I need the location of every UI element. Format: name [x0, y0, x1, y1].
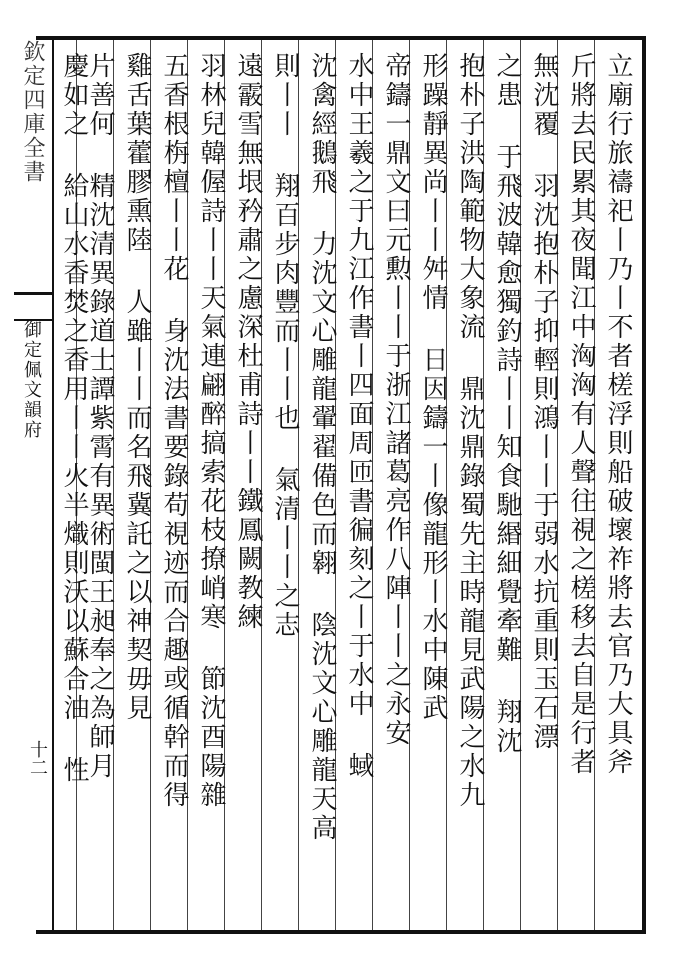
text-column-2: 斤將去民累其夜聞江中洶洶有人聲往視之槎移去自是行者 [566, 52, 596, 777]
text-column-9: 沈禽經鵝飛 力沈文心雕龍翬翟備色而翱 陰沈文心雕龍天高 [307, 52, 337, 843]
page-number: 十二 [27, 740, 48, 776]
text-column-7: 帝鑄一鼎文曰元勲丨丨于浙江諸葛亮作八陣丨丨之永安 [381, 52, 411, 748]
margin-fishtail-mark [14, 292, 52, 321]
margin-book-title: 御定佩文韻府 [21, 320, 42, 440]
text-column-4: 之患 于飛波韓愈獨釣詩丨丨知食馳緡細覺牽難 翔沈 [492, 52, 522, 756]
frame-bottom-border [36, 930, 646, 934]
text-column-6: 形躁靜異尚丨丨舛情 日因鑄一丨像龍形丨水中陳武 [418, 52, 448, 723]
text-column-12: 羽林兒韓偓詩丨丨天氣連翩醉搞索花枝撩峭寒 節沈酉陽雜 [196, 52, 226, 810]
frame-right-border [642, 36, 646, 934]
text-column-13: 五香根栴檀丨丨花 身沈法書要錄苟視迹而合趣或循幹而得 [159, 52, 189, 810]
text-column-3: 無沈覆 羽沈抱朴子抑輕則鴻丨丨于弱水抗重則玉石漂 [529, 52, 559, 752]
frame-left-border [52, 36, 54, 934]
text-column-15: 片善何 精沈清異錄道士譚紫霄有異術閩王昶奉之為師月 [85, 52, 115, 781]
text-column-8: 水中王羲之于九江作書丨四面周匝書徧刻之丨于水中 蜮 [344, 52, 374, 781]
frame-top-border [36, 36, 646, 40]
text-column-5: 抱朴子洪陶範物大象流 鼎沈鼎錄蜀先主時龍見武陽之水九 [455, 52, 485, 810]
text-column-10: 則丨丨 翔百步肉豐而丨丨也 氣清丨丨之志 [270, 52, 300, 640]
text-column-1: 立廟行旅禱祀丨乃丨不者槎浮則船破壞祚將去官乃大具斧 [603, 52, 633, 777]
text-column-11: 遠霰雪無垠矜肅之慮深杜甫詩丨丨鐵鳳闕教練 [233, 52, 263, 632]
margin-header-fragment: 欽定四庫全書 [20, 40, 45, 184]
text-column-16: 慶如之 給山水香焚之香用丨丨火半熾則沃以蘇合油 性 [59, 52, 89, 785]
text-column-14: 雞舌葉藿膠熏陸 人雖丨丨而名飛冀託之以神契毋見 [122, 52, 152, 723]
